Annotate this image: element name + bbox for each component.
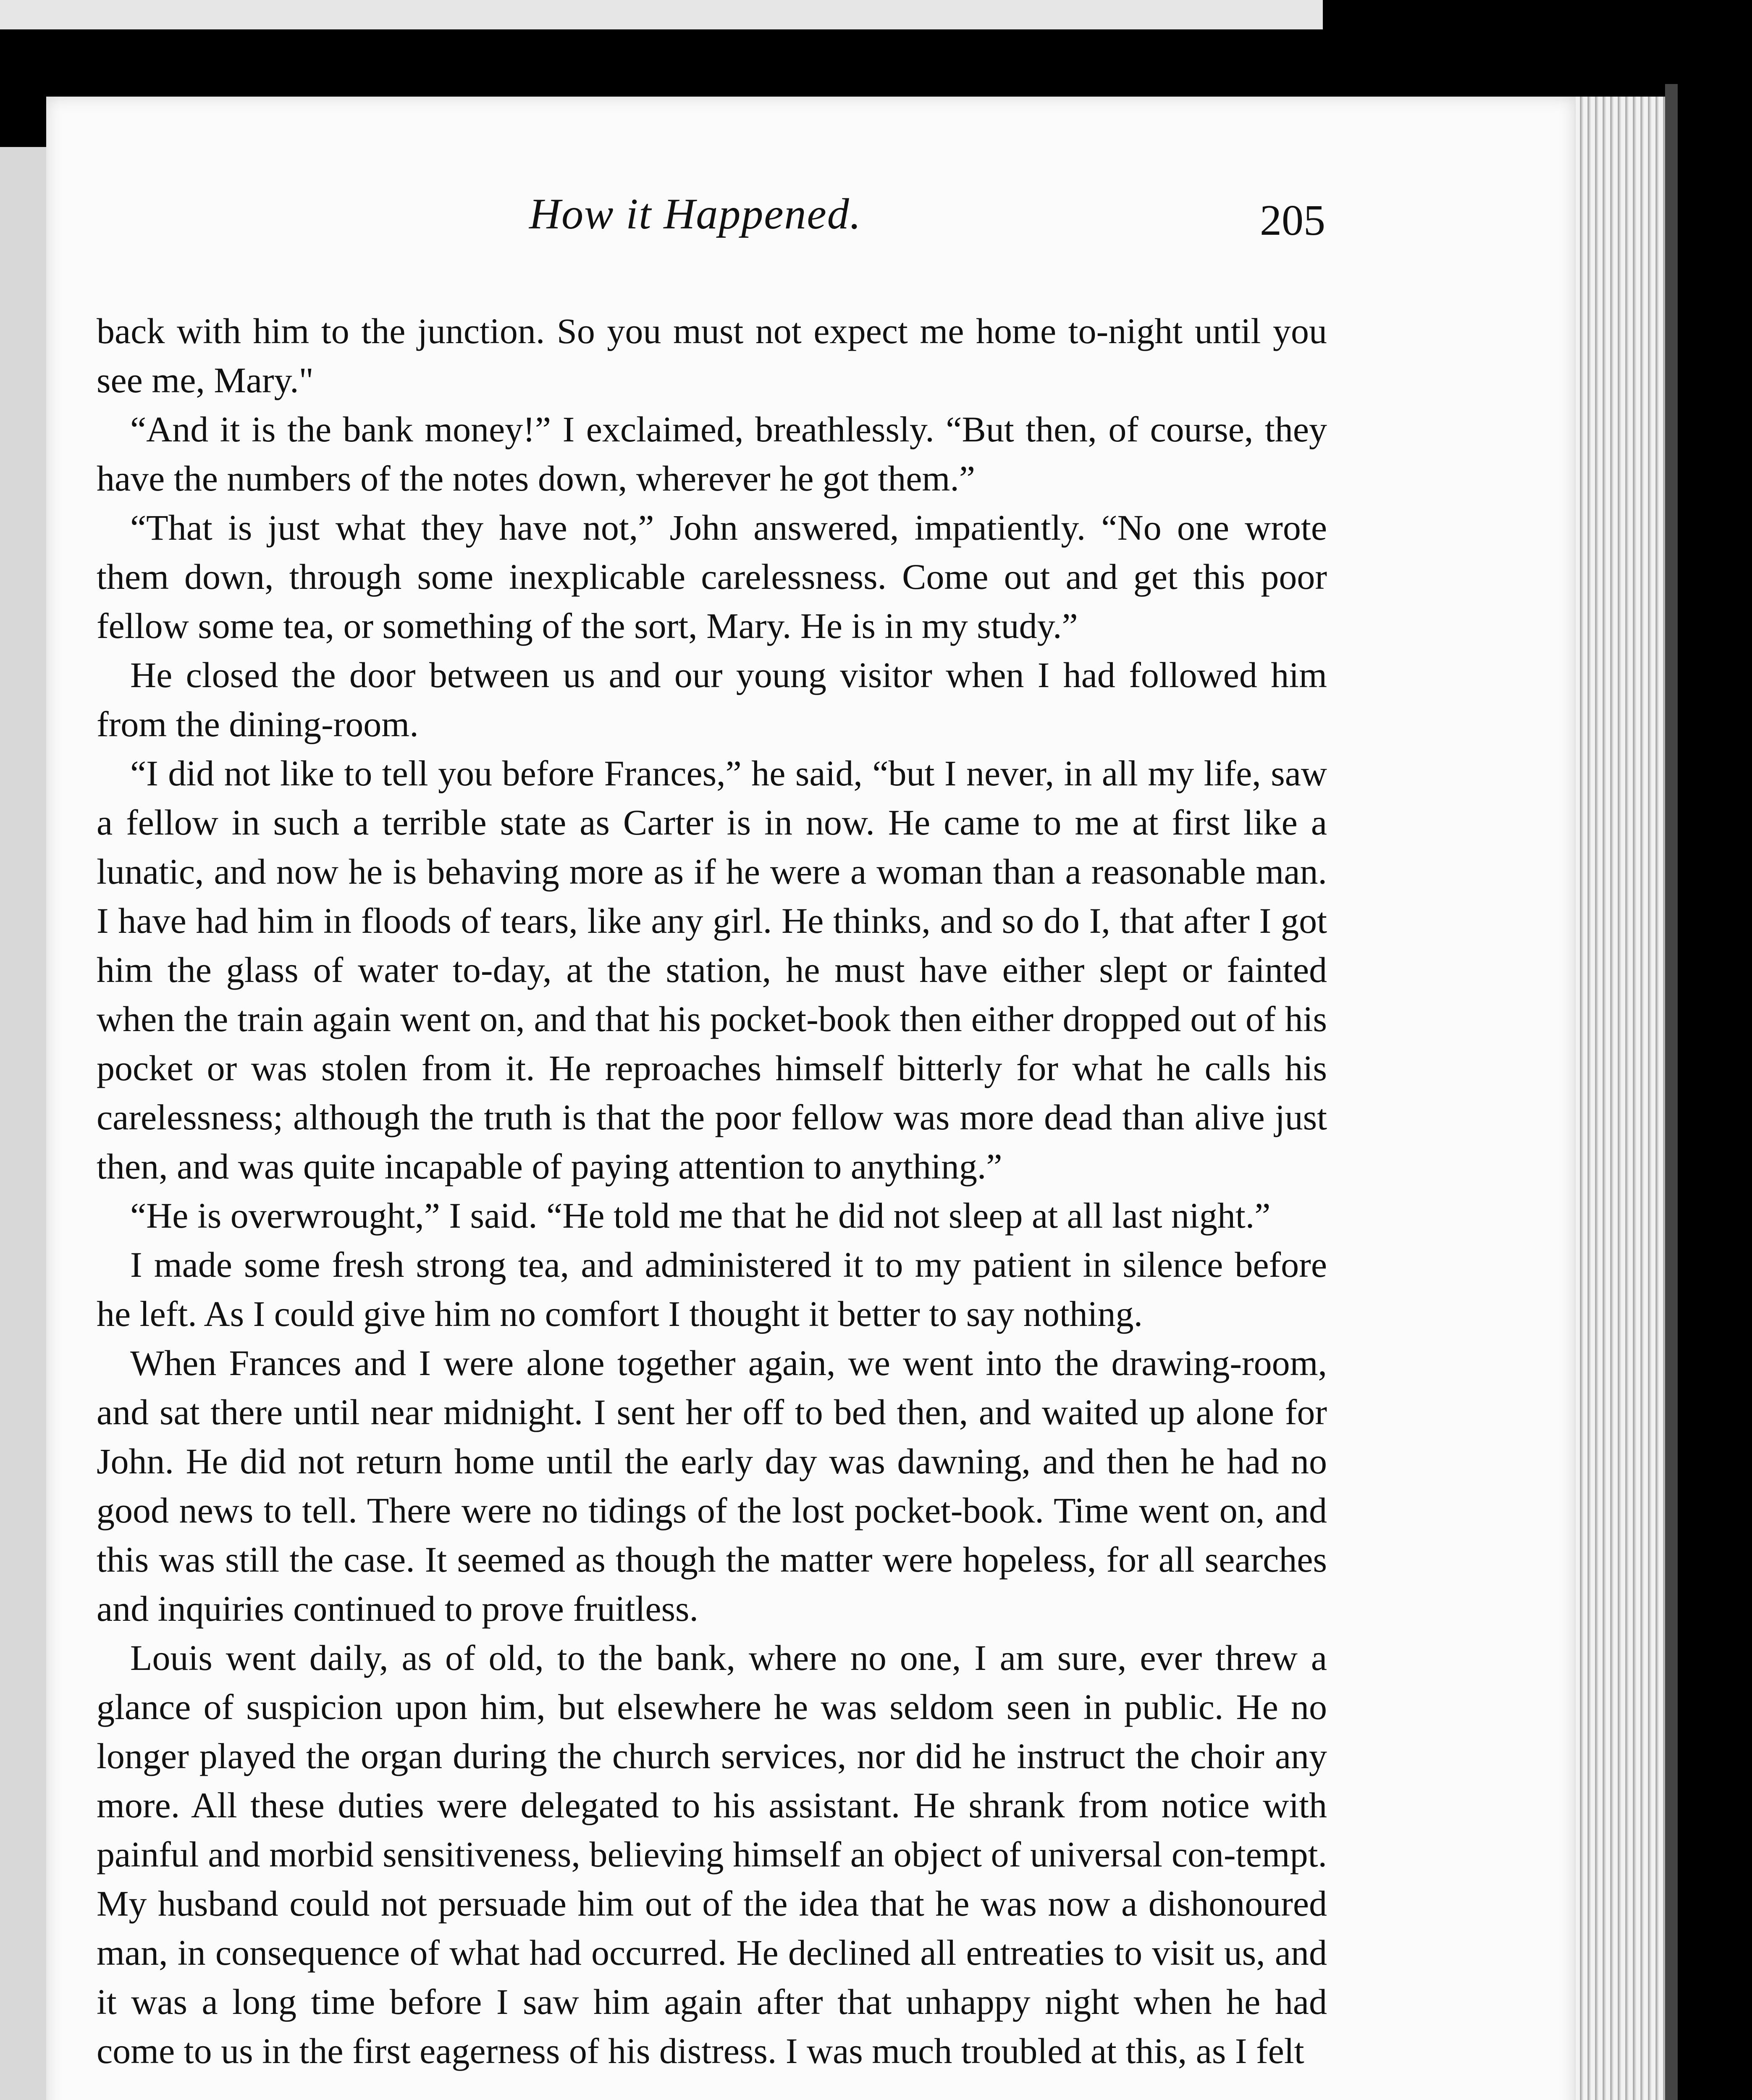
page-body (97, 307, 1327, 2076)
page-number: 205 (1260, 196, 1325, 244)
paragraph: “That is just what they have not,” John answered, impatiently. “No one wrote them down, through some inexplicable carelessness. Come out and get this poor fellow some tea, or something of the sort, Mary. He is in my study.” (97, 507, 1327, 646)
paragraph: He closed the door between us and our young visitor when I had followed him from the dining-room. (97, 655, 1327, 744)
book-page (46, 97, 1575, 2100)
paragraph: “I did not like to tell you before Frances,” he said, “but I never, in all my life, saw a fellow in such a terrible state as Carter is in now. He came to me at first like a lunatic, and now he is behaving more as if he were a woman than a reasonable man. I have had him in floods of tears, like any girl. He thinks, and so do I, that after I got him the glass of water to-day, at the station, he must have either slept or fainted when the train again went on, and that his pocket-book then either dropped out of his pocket or was stolen from it. He reproaches himself bitterly for what he calls his carelessness; although the truth is that the poor fellow was more dead than alive just then, and was quite incapable of paying attention to anything.” (97, 753, 1327, 1186)
paragraph: Louis went daily, as of old, to the bank, where no one, I am sure, ever threw a glance of suspicion upon him, but elsewhere he was seldom seen in public. He no longer played the organ during the church services, nor did he instruct the choir any more. All these duties were delegated to his assistant. He shrank from notice with painful and morbid sensitiveness, believing himself an object of universal con-tempt. My husband could not persuade him out of the idea that he was now a dishonoured man, in consequence of what had occurred. He declined all entreaties to visit us, and it was a long time before I saw him again after that unhappy night when he had come to us in the first eagerness of his distress. I was much troubled at this, as I felt (97, 1638, 1327, 2071)
paragraph: “And it is the bank money!” I exclaimed, breathlessly. “But then, of course, they have the numbers of the notes down, wherever he got them.” (97, 409, 1327, 499)
paragraph: When Frances and I were alone together again, we went into the drawing-room, and sat there until near midnight. I sent her off to bed then, and waited up alone for John. He did not return home until the early day was dawning, and then he had no good news to tell. There were no tidings of the lost pocket-book. Time went on, and this was still the case. It seemed as though the matter were hopeless, for all searches and inquiries continued to prove fruitless. (97, 1343, 1327, 1629)
top-page-edge (0, 0, 1323, 29)
paragraph: I made some fresh strong tea, and administered it to my patient in silence before he left. As I could give him no comfort I thought it better to say nothing. (97, 1244, 1327, 1334)
page-stack-shadow (1665, 84, 1678, 2100)
left-page-edge (0, 147, 49, 2100)
paragraph: back with him to the junction. So you must not expect me home to-night until you see me, Mary." (97, 311, 1327, 400)
right-page-stack (1568, 97, 1665, 2100)
paragraph: “He is overwrought,” I said. “He told me that he did not sleep at all last night.” (130, 1195, 1271, 1236)
running-head: How it Happened. (529, 190, 862, 238)
